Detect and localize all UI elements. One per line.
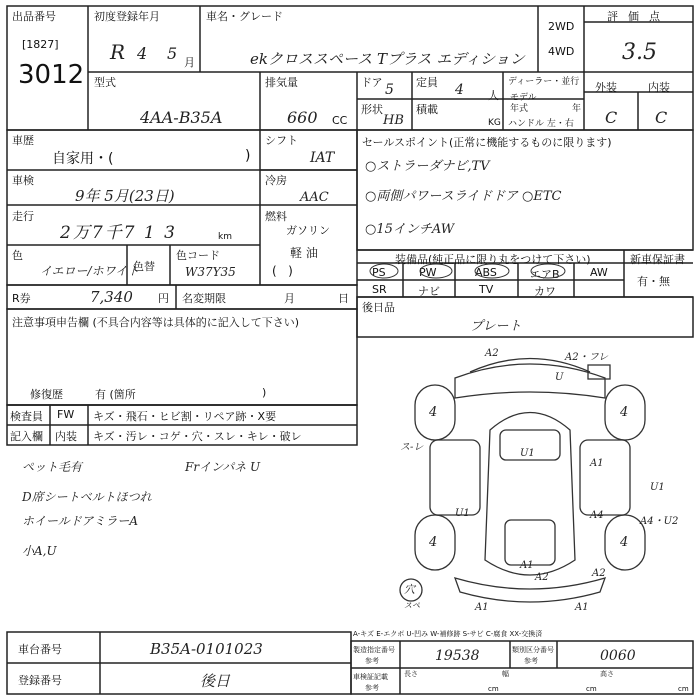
history-label: 車歴 (12, 134, 34, 147)
model-label: 型式 (94, 76, 116, 89)
disp-value: 660 (287, 108, 318, 127)
car-name-label: 車名・グレード (206, 10, 283, 23)
equipment-label: 装備品(純正品に限り丸をつけて下さい) (395, 253, 591, 266)
reg-month: 5 (167, 44, 178, 63)
drive-4wd: 4WD (548, 45, 575, 58)
color-change-label: 色替 (133, 260, 155, 273)
mark-u1: U1 (520, 448, 535, 459)
cert-label2: 参考 (365, 657, 379, 665)
height-cm: cm (678, 685, 689, 693)
equip-pw: PW (419, 266, 437, 279)
inspection-value: 9年 5月(23日) (75, 187, 175, 205)
load-label: 積載 (416, 103, 438, 116)
reg-number-label: 登録番号 (18, 674, 62, 687)
fw-label: FW (57, 408, 75, 421)
inspector-label2: 記入欄 (10, 430, 43, 443)
class-label2: 参考 (524, 657, 538, 665)
model-year-label1: モデル (510, 93, 537, 103)
spare-mark: 穴 (404, 583, 415, 596)
mark-a2-fl: A2・フレ (565, 352, 609, 363)
mileage-value: 2万7千7 1 3 (60, 223, 177, 243)
fuel-label: 燃料 (265, 210, 287, 223)
mark-left-note: ス-レ (400, 442, 424, 453)
shift-value: IAT (310, 150, 335, 166)
warranty-value: 有・無 (637, 275, 670, 288)
inspector-label1: 検査員 (10, 410, 43, 423)
aftermarket-label: 後日品 (362, 301, 395, 314)
ac-value: AAC (300, 190, 329, 205)
mark-a2-rear-right: A2 (592, 568, 606, 579)
aftermarket-value: プレート (470, 319, 522, 334)
shape-label: 形状 (361, 103, 383, 116)
mark-a2-top: A2 (485, 348, 499, 359)
mark-a1-right: A1 (590, 458, 604, 469)
remark-4: 小A,U (22, 544, 57, 558)
width-cm: cm (586, 685, 597, 693)
notes-label: 注意事項申告欄 (不具合内容等は具体的に記入して下さい) (12, 316, 300, 329)
name-change-label: 名変期限 (182, 292, 226, 305)
color-code-value: W37Y35 (185, 265, 236, 279)
history-value: 自家用・( (52, 151, 114, 167)
length-label: 長さ (404, 670, 418, 678)
height-label: 高さ (600, 670, 614, 678)
reg-number-value: 後日 (200, 672, 231, 690)
cap-unit: 人 (488, 89, 499, 102)
sales-point-3: ○15インチAW (365, 222, 455, 237)
disp-label: 排気量 (265, 76, 298, 89)
color-value: イエロー/ホワイト (40, 264, 140, 278)
mark-a1-rear: A1 (520, 560, 534, 571)
int-value: C (655, 108, 668, 127)
car-name: ekクロススペース Tプラス エディション (250, 50, 525, 68)
r-value: 7,340 (90, 288, 133, 306)
width-label: 幅 (502, 670, 509, 678)
mark-u1-rear: U1 (650, 482, 665, 493)
reg-era: R (110, 40, 126, 64)
score: 3.5 (622, 40, 657, 65)
remark-right: Frインパネ U (185, 460, 261, 474)
remark-3: ホイールドアミラーA (22, 514, 139, 528)
chassis-label: 車台番号 (18, 643, 62, 656)
fw-items: キズ・飛石・ヒビ割・リペア跡・X要 (93, 410, 277, 423)
mark-a2-rear: A2 (535, 572, 549, 583)
dims-label1: 車検証記載 (353, 673, 388, 681)
equip-tv: TV (479, 283, 494, 296)
in-items: キズ・汚レ・コゲ・穴・スレ・キレ・破レ (93, 430, 302, 443)
reg-label: 初度登録年月 (94, 10, 160, 23)
equipment-circles (360, 262, 590, 282)
repair-close: ) (262, 386, 267, 399)
equip-sr: SR (372, 283, 387, 296)
tire-fl: 4 (429, 405, 438, 420)
tire-rr: 4 (620, 535, 629, 550)
mark-a1-br: A1 (575, 602, 589, 613)
shape-value: HB (383, 113, 404, 128)
tire-rl: 4 (429, 535, 438, 550)
fuel-diesel: 軽 油 (290, 246, 318, 260)
cap-label: 定員 (416, 76, 438, 89)
cap-value: 4 (455, 82, 464, 98)
equip-airbag: エアB (530, 268, 560, 281)
warranty-label: 新車保証書 (630, 253, 685, 266)
door-label: ドア (361, 76, 383, 89)
shift-label: シフト (265, 134, 298, 147)
model-code: 4AA-B35A (140, 108, 223, 127)
chassis-value: B35A-0101023 (150, 640, 263, 658)
remark-2: D席シートベルトほつれ (22, 490, 152, 504)
mileage-unit: km (218, 232, 232, 242)
inspection-label: 車検 (12, 174, 34, 187)
mark-a4-u2: A4・U2 (640, 516, 679, 527)
lot-label: 出品番号 (12, 10, 56, 23)
reg-year: 4 (137, 44, 148, 63)
mark-u-front: U (555, 372, 564, 383)
equip-leather: カワ (534, 285, 556, 298)
repair-label: 修復歴 (30, 388, 63, 401)
color-label: 色 (12, 249, 23, 262)
drive-2wd: 2WD (548, 20, 575, 33)
sales-point-2: ○両側パワースライドドア ○ETC (365, 189, 562, 204)
name-change-month: 月 (284, 292, 295, 305)
class-value: 0060 (600, 648, 636, 664)
disp-unit: CC (332, 114, 348, 127)
cert-label1: 製造指定番号 (353, 646, 395, 654)
lot-sub: [1827] (22, 38, 59, 51)
damage-legend: A-キズ E-エクボ U-凹み W-補修跡 S-サビ C-腐食 XX-交換済 (353, 630, 543, 638)
model-year-label2: 年式 (510, 104, 529, 114)
ext-value: C (605, 108, 618, 127)
mark-u1-left: U1 (455, 508, 470, 519)
equip-aw: AW (590, 266, 608, 279)
tire-fr: 4 (620, 405, 629, 420)
r-unit: 円 (158, 292, 169, 305)
mark-a4: A4 (590, 510, 604, 521)
remark-1: ペット毛有 (22, 460, 83, 474)
reg-month-unit: 月 (184, 56, 195, 69)
handle-label: ハンドル 左・右 (508, 119, 574, 129)
color-code-label: 色コード (176, 249, 220, 262)
ac-label: 冷房 (265, 174, 287, 187)
dims-label2: 参考 (365, 684, 379, 692)
class-label1: 類別区分番号 (512, 646, 554, 654)
sales-label: セールスポイント(正常に機能するものに限ります) (362, 136, 612, 149)
ext-label: 外装 (595, 81, 617, 94)
equip-abs: ABS (475, 266, 497, 279)
r-label: R券 (12, 292, 31, 305)
equip-ps: PS (372, 266, 386, 279)
in-label: 内装 (55, 430, 77, 443)
dealer-label: ディーラー・並行 (508, 77, 580, 87)
fuel-paren: ( ) (272, 264, 293, 278)
grade-label: 評価点 (607, 10, 670, 23)
lot-number: 3012 (18, 60, 85, 90)
name-change-day: 日 (338, 292, 349, 305)
int-label: 内装 (648, 81, 670, 94)
door-value: 5 (385, 82, 394, 98)
history-close: ) (245, 148, 251, 164)
equip-navi: ナビ (418, 285, 440, 298)
load-unit: KG (488, 118, 501, 128)
length-cm: cm (488, 685, 499, 693)
cert-value: 19538 (435, 648, 480, 664)
model-year-unit: 年 (572, 104, 582, 114)
mark-a1-bl: A1 (475, 602, 489, 613)
spare-sub: スペ (404, 601, 420, 610)
fuel-gas: ガソリン (286, 224, 330, 237)
repair-value: 有 (箇所 (95, 388, 136, 401)
mileage-label: 走行 (12, 210, 34, 223)
sales-point-1: ○ストラーダナビ,TV (365, 159, 490, 174)
